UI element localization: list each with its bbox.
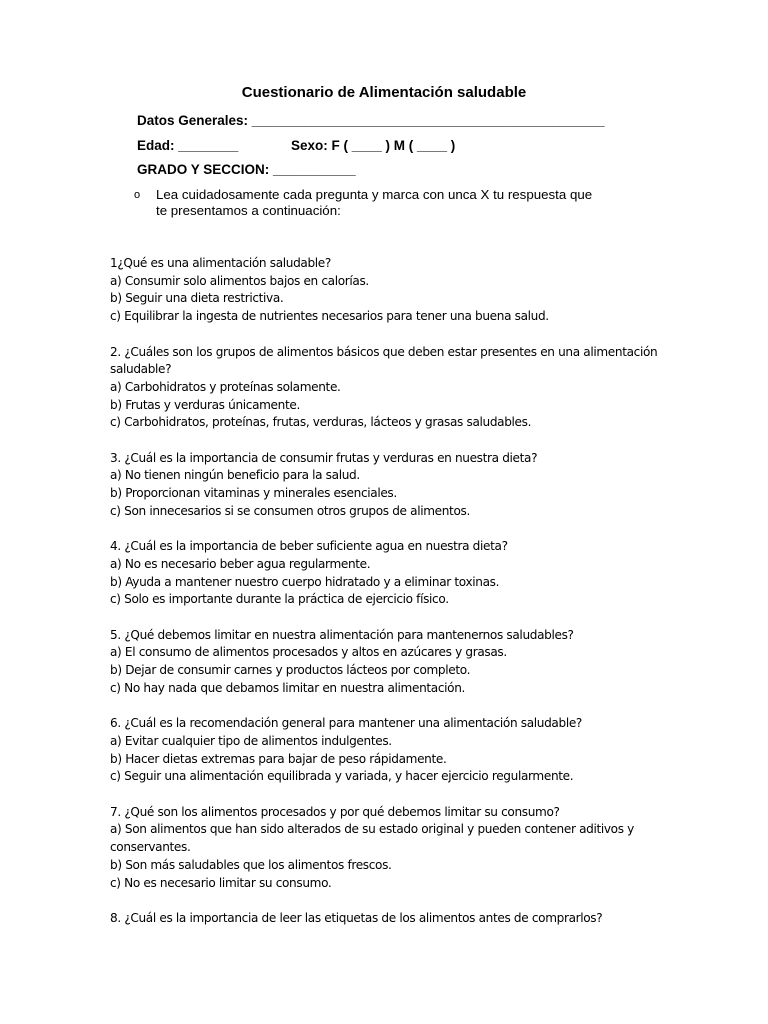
answer-option[interactable]: a) Son alimentos que han sido alterados de su estado original y pueden contener aditivos y conservantes. [110,822,634,855]
answer-option[interactable]: c) Equilibrar la ingesta de nutrientes necesarios para tener una buena salud. [110,309,549,324]
question-text: 6. ¿Cuál es la recomendación general para mantener una alimentación saludable? [110,716,582,731]
instruction [134,187,604,219]
question-2 [110,344,670,433]
answer-option[interactable]: b) Ayuda a mantener nuestro cuerpo hidratado y a eliminar toxinas. [110,574,500,589]
question-text: 5. ¿Qué debemos limitar en nuestra alimentación para mantenernos saludables? [110,627,574,642]
answer-option[interactable]: a) No es necesario beber agua regularmente. [110,556,371,571]
answer-option[interactable]: a) El consumo de alimentos procesados y altos en azúcares y grasas. [110,645,507,660]
answer-option[interactable]: c) Solo es importante durante la práctica de ejercicio físico. [110,592,449,607]
datos-generales-field[interactable]: Datos Generales: _______________________________________________ [137,113,605,128]
grado-seccion-field[interactable]: GRADO Y SECCION: ___________ [137,162,356,177]
page-title: Cuestionario de Alimentación saludable [241,84,527,101]
answer-option[interactable]: b) Frutas y verduras únicamente. [110,397,300,412]
question-4 [110,538,670,609]
question-7 [110,804,670,893]
question-8 [110,910,670,928]
answer-option[interactable]: c) No es necesario limitar su consumo. [110,875,332,890]
question-5 [110,627,670,698]
question-text: 7. ¿Qué son los alimentos procesados y por qué debemos limitar su consumo? [110,804,560,819]
answer-option[interactable]: a) Consumir solo alimentos bajos en calorías. [110,273,369,288]
answer-option[interactable]: b) Dejar de consumir carnes y productos lácteos por completo. [110,663,471,678]
answer-option[interactable]: c) Seguir una alimentación equilibrada y variada, y hacer ejercicio regularmente. [110,769,574,784]
answer-option[interactable]: c) No hay nada que debamos limitar en nuestra alimentación. [110,680,466,695]
question-text: 4. ¿Cuál es la importancia de beber suficiente agua en nuestra dieta? [110,539,508,554]
question-text: 2. ¿Cuáles son los grupos de alimentos básicos que deben estar presentes en una alimentación saludable? [110,344,658,377]
answer-option[interactable]: b) Son más saludables que los alimentos frescos. [110,857,392,872]
answer-option[interactable]: c) Son innecesarios si se consumen otros grupos de alimentos. [110,503,470,518]
bullet-icon: o [134,189,141,201]
answer-option[interactable]: a) Carbohidratos y proteínas solamente. [110,379,341,394]
question-text: 1¿Qué es una alimentación saludable? [110,256,331,270]
question-3 [110,450,670,521]
instruction-text: Lea cuidadosamente cada pregunta y marca con unca X tu respuesta que te presentamos a continuación: [156,187,593,218]
question-list [110,255,670,945]
edad-field[interactable]: Edad: ________ [137,138,239,153]
question-6 [110,715,670,786]
answer-option[interactable]: b) Hacer dietas extremas para bajar de peso rápidamente. [110,751,447,766]
question-text: 8. ¿Cuál es la importancia de leer las etiquetas de los alimentos antes de comprarlos? [110,910,603,925]
sexo-field[interactable]: Sexo: F ( ____ ) M ( ____ ) [291,138,456,153]
answer-option[interactable]: b) Proporcionan vitaminas y minerales esenciales. [110,486,397,501]
answer-option[interactable]: a) No tienen ningún beneficio para la salud. [110,468,360,483]
answer-option[interactable]: a) Evitar cualquier tipo de alimentos indulgentes. [110,733,392,748]
question-1 [110,255,670,326]
answer-option[interactable]: c) Carbohidratos, proteínas, frutas, verduras, lácteos y grasas saludables. [110,415,532,430]
question-text: 3. ¿Cuál es la importancia de consumir frutas y verduras en nuestra dieta? [110,450,538,465]
answer-option[interactable]: b) Seguir una dieta restrictiva. [110,291,284,306]
